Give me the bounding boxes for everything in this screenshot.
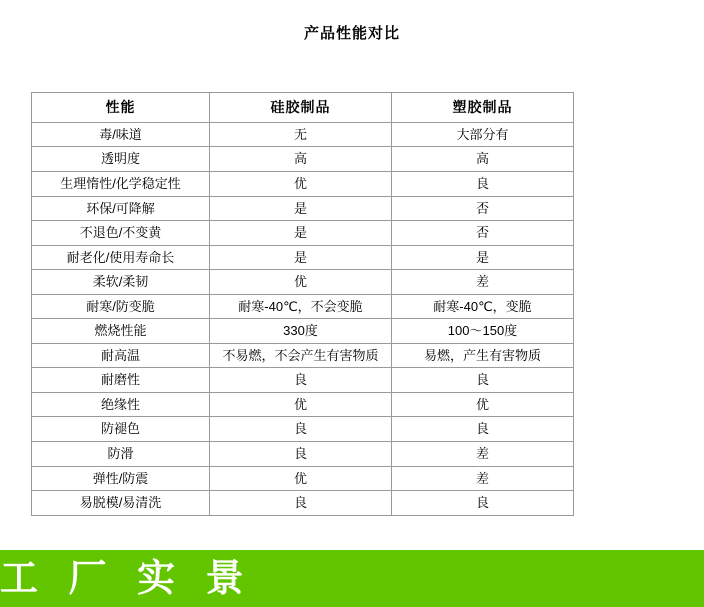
section-banner-label: 工 厂 实 景 (0, 558, 254, 600)
column-header-silicone: 硅胶制品 (210, 93, 392, 123)
table-row (32, 270, 574, 295)
cell-silicone: 不易燃，不会产生有害物质 (210, 343, 392, 368)
cell-property: 毒/味道 (32, 122, 210, 147)
table-row (32, 294, 574, 319)
cell-plastic: 差 (392, 270, 574, 295)
table-row (32, 147, 574, 172)
table-row (32, 245, 574, 270)
table-row (32, 122, 574, 147)
cell-property: 防滑 (32, 442, 210, 467)
cell-silicone: 高 (210, 147, 392, 172)
product-comparison-table (31, 92, 574, 516)
comparison-table-container (31, 92, 573, 516)
cell-silicone: 优 (210, 466, 392, 491)
cell-plastic: 易燃，产生有害物质 (392, 343, 574, 368)
cell-silicone: 优 (210, 392, 392, 417)
cell-silicone: 良 (210, 368, 392, 393)
cell-property: 防褪色 (32, 417, 210, 442)
cell-silicone: 是 (210, 196, 392, 221)
cell-property: 耐高温 (32, 343, 210, 368)
cell-property: 生理惰性/化学稳定性 (32, 171, 210, 196)
cell-plastic: 否 (392, 221, 574, 246)
table-row (32, 392, 574, 417)
cell-silicone: 优 (210, 270, 392, 295)
table-row (32, 442, 574, 467)
table-header-row (32, 93, 574, 123)
table-row (32, 491, 574, 516)
cell-property: 耐寒/防变脆 (32, 294, 210, 319)
table-row (32, 368, 574, 393)
cell-silicone: 是 (210, 245, 392, 270)
table-row (32, 196, 574, 221)
cell-plastic: 100～150度 (392, 319, 574, 344)
cell-property: 绝缘性 (32, 392, 210, 417)
table-row (32, 466, 574, 491)
table-row (32, 171, 574, 196)
cell-property: 耐老化/使用寿命长 (32, 245, 210, 270)
cell-property: 透明度 (32, 147, 210, 172)
cell-plastic: 差 (392, 442, 574, 467)
page-title: 产品性能对比 (303, 25, 400, 42)
table-row (32, 221, 574, 246)
cell-plastic: 良 (392, 368, 574, 393)
section-banner (0, 550, 704, 607)
cell-property: 燃烧性能 (32, 319, 210, 344)
cell-silicone: 良 (210, 442, 392, 467)
cell-silicone: 良 (210, 491, 392, 516)
cell-silicone: 优 (210, 171, 392, 196)
table-row (32, 319, 574, 344)
cell-silicone: 良 (210, 417, 392, 442)
cell-property: 耐磨性 (32, 368, 210, 393)
cell-plastic: 良 (392, 417, 574, 442)
cell-silicone: 330度 (210, 319, 392, 344)
table-row (32, 343, 574, 368)
cell-property: 不退色/不变黄 (32, 221, 210, 246)
cell-plastic: 优 (392, 392, 574, 417)
cell-property: 柔软/柔韧 (32, 270, 210, 295)
cell-plastic: 耐寒-40℃，变脆 (392, 294, 574, 319)
cell-plastic: 是 (392, 245, 574, 270)
cell-property: 弹性/防震 (32, 466, 210, 491)
cell-plastic: 高 (392, 147, 574, 172)
table-header (32, 93, 574, 123)
cell-plastic: 差 (392, 466, 574, 491)
cell-plastic: 否 (392, 196, 574, 221)
cell-plastic: 大部分有 (392, 122, 574, 147)
column-header-plastic: 塑胶制品 (392, 93, 574, 123)
cell-silicone: 耐寒-40℃，不会变脆 (210, 294, 392, 319)
cell-plastic: 良 (392, 491, 574, 516)
cell-silicone: 无 (210, 122, 392, 147)
cell-property: 环保/可降解 (32, 196, 210, 221)
table-body (32, 122, 574, 515)
table-row (32, 417, 574, 442)
cell-property: 易脱模/易清洗 (32, 491, 210, 516)
cell-silicone: 是 (210, 221, 392, 246)
cell-plastic: 良 (392, 171, 574, 196)
column-header-property: 性能 (32, 93, 210, 123)
